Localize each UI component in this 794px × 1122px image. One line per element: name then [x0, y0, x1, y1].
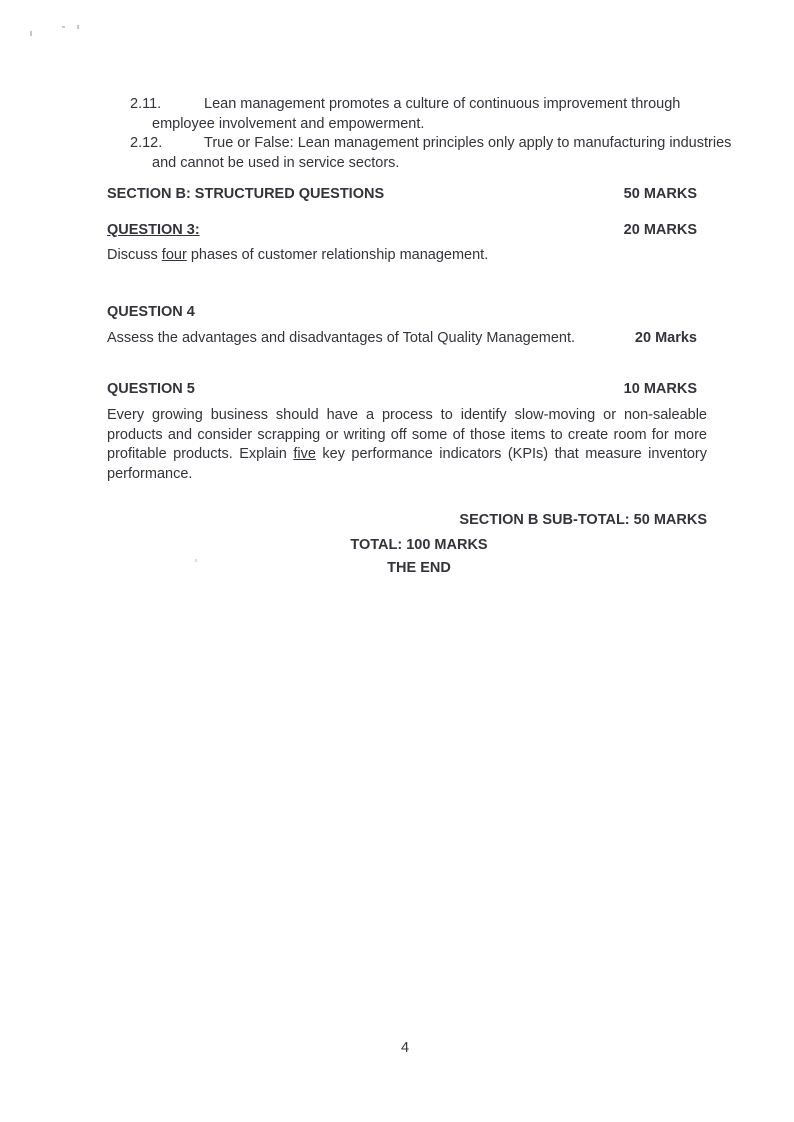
scan-speck	[62, 26, 65, 28]
scan-speck	[30, 31, 32, 36]
question-5-text-after: key performance indicators (KPIs) that measure inventory performance.	[107, 446, 708, 482]
section-b-marks: 50 MARKS	[623, 186, 697, 202]
page-number: 4	[400, 1040, 410, 1056]
question-4-marks: 20 Marks	[634, 330, 697, 346]
question-4-text: Assess the advantages and disadvantages of Total Quality Management.	[107, 330, 576, 346]
quiz-item-text: Lean management promotes a culture of continuous improvement through	[204, 96, 681, 112]
section-b-subtotal: SECTION B SUB-TOTAL: 50 MARKS	[459, 512, 707, 528]
question-5-title: QUESTION 5	[107, 380, 195, 397]
quiz-item-number: 2.11.	[130, 96, 162, 112]
quiz-item-line	[130, 95, 707, 115]
question-3-underlined-word: four	[161, 247, 187, 263]
quiz-item-2-11	[130, 95, 707, 134]
question-3-title: QUESTION 3:	[107, 221, 200, 238]
question-3-text-after: phases of customer relationship management.	[186, 247, 489, 263]
quiz-item-continuation: and cannot be used in service sectors.	[152, 154, 400, 171]
quiz-item-2-12	[130, 134, 732, 173]
quiz-item-continuation: employee involvement and empowerment.	[152, 115, 425, 132]
question-3-marks: 20 MARKS	[623, 221, 697, 238]
the-end: THE END	[387, 560, 451, 576]
scan-speck	[77, 25, 79, 29]
question-3-text	[107, 246, 707, 266]
quiz-item-text: True or False: Lean management principles only apply to manufacturing industries	[204, 135, 732, 151]
question-5-underlined-word: five	[293, 446, 316, 462]
quiz-item-number: 2.12.	[130, 135, 163, 151]
question-3-text-before: Discuss	[107, 247, 162, 263]
question-4-text-row	[107, 329, 707, 349]
question-5-text	[107, 406, 707, 484]
total-marks: TOTAL: 100 MARKS	[350, 536, 488, 553]
question-3-heading-row	[107, 221, 707, 241]
quiz-item-line	[130, 134, 732, 154]
section-b-heading-row	[107, 185, 707, 205]
document-page-content	[107, 95, 732, 579]
question-5-heading-row	[107, 380, 707, 400]
question-4-title: QUESTION 4	[107, 303, 195, 320]
question-4-heading-row	[107, 303, 707, 323]
question-5-marks: 10 MARKS	[623, 380, 697, 397]
section-b-title: SECTION B: STRUCTURED QUESTIONS	[107, 186, 385, 202]
question-5-text-before: Every growing business should have a process to identify slow-moving or non-saleable products and consider scrapping or writing off some of those items to create room for more profitable products. Explain	[107, 407, 707, 462]
